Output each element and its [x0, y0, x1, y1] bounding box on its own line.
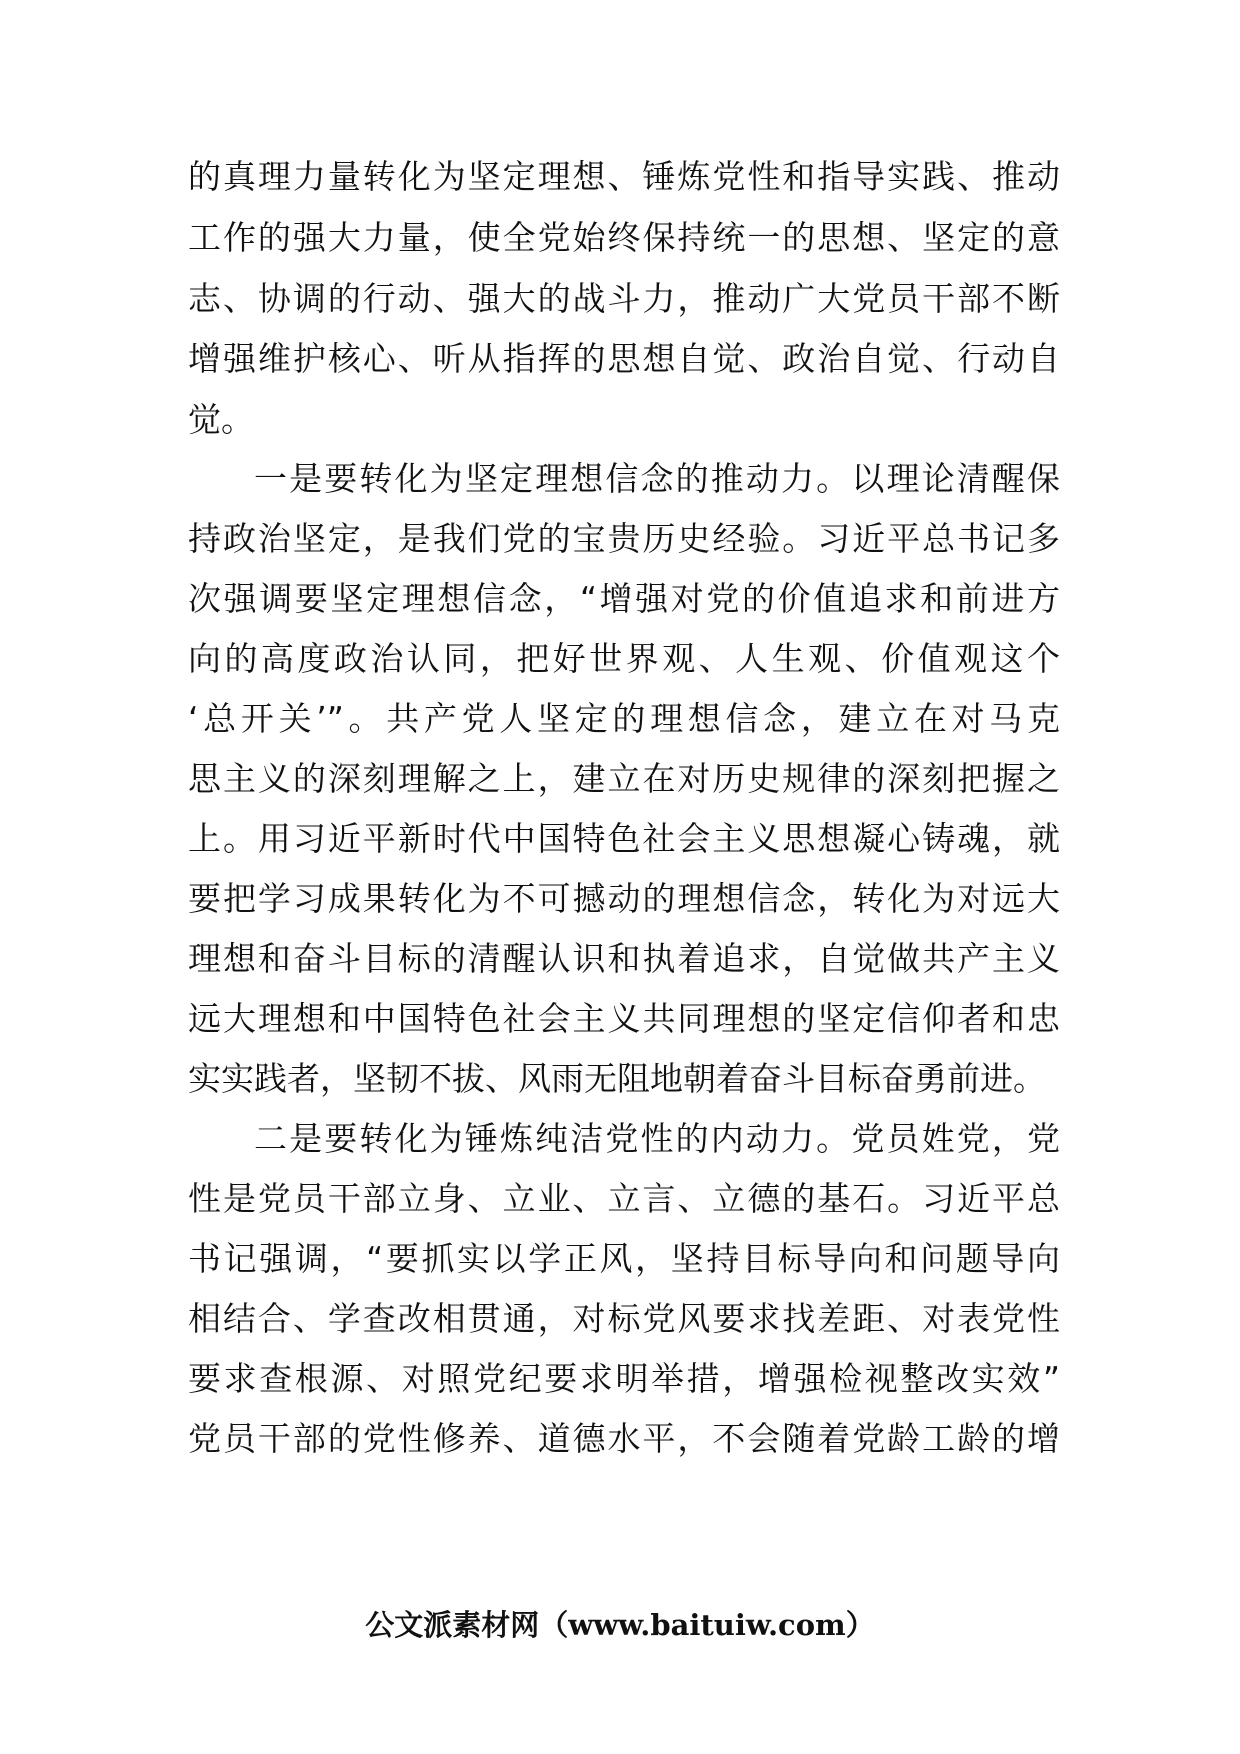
text-line: 志、协调的行动、强大的战斗力，推动广大党员干部不断	[188, 279, 1060, 318]
text-line: 实实践者，坚韧不拔、风雨无阻地朝着奋斗目标奋勇前进。	[188, 1059, 1046, 1098]
text-line: 理想和奋斗目标的清醒认识和执着追求，自觉做共产主义	[188, 939, 1060, 978]
text-line: 觉。	[188, 400, 254, 439]
text-line: 党员干部的党性修养、道德水平，不会随着党龄工龄的增	[188, 1419, 1060, 1458]
text-line: 上。用习近平新时代中国特色社会主义思想凝心铸魂，就	[188, 819, 1060, 858]
text-line: 相结合、学查改相贯通，对标党风要求找差距、对表党性	[188, 1299, 1060, 1338]
text-line: 增强维护核心、听从指挥的思想自觉、政治自觉、行动自	[188, 339, 1060, 378]
text-line: 向的高度政治认同，把好世界观、人生观、价值观这个	[188, 639, 1060, 678]
text-line: 书记强调，“要抓实以学正风，坚持目标导向和问题导向	[188, 1239, 1060, 1278]
text-line: 次强调要坚定理想信念，“增强对党的价值追求和前进方	[188, 579, 1060, 618]
paragraph-first-line: 二是要转化为锤炼纯洁党性的内动力。党员姓党，党	[254, 1119, 1060, 1158]
text-line: 要把学习成果转化为不可撼动的理想信念，转化为对远大	[188, 879, 1060, 918]
text-line: 的真理力量转化为坚定理想、锤炼党性和指导实践、推动	[188, 157, 1060, 196]
text-line: 远大理想和中国特色社会主义共同理想的坚定信仰者和忠	[188, 999, 1060, 1038]
text-line: 性是党员干部立身、立业、立言、立德的基石。习近平总	[188, 1179, 1060, 1218]
text-line: 要求查根源、对照党纪要求明举措，增强检视整改实效”	[188, 1359, 1060, 1398]
text-line: 工作的强大力量，使全党始终保持统一的思想、坚定的意	[188, 218, 1060, 257]
footer-source-label: 公文派素材网（www.baituiw.com）	[365, 1608, 875, 1642]
paragraph-first-line: 一是要转化为坚定理想信念的推动力。以理论清醒保	[254, 459, 1060, 498]
text-line: 思主义的深刻理解之上，建立在对历史规律的深刻把握之	[188, 759, 1060, 798]
text-line: ‘总开关’”。共产党人坚定的理想信念，建立在对马克	[188, 699, 1060, 738]
text-line: 持政治坚定，是我们党的宝贵历史经验。习近平总书记多	[188, 519, 1060, 558]
